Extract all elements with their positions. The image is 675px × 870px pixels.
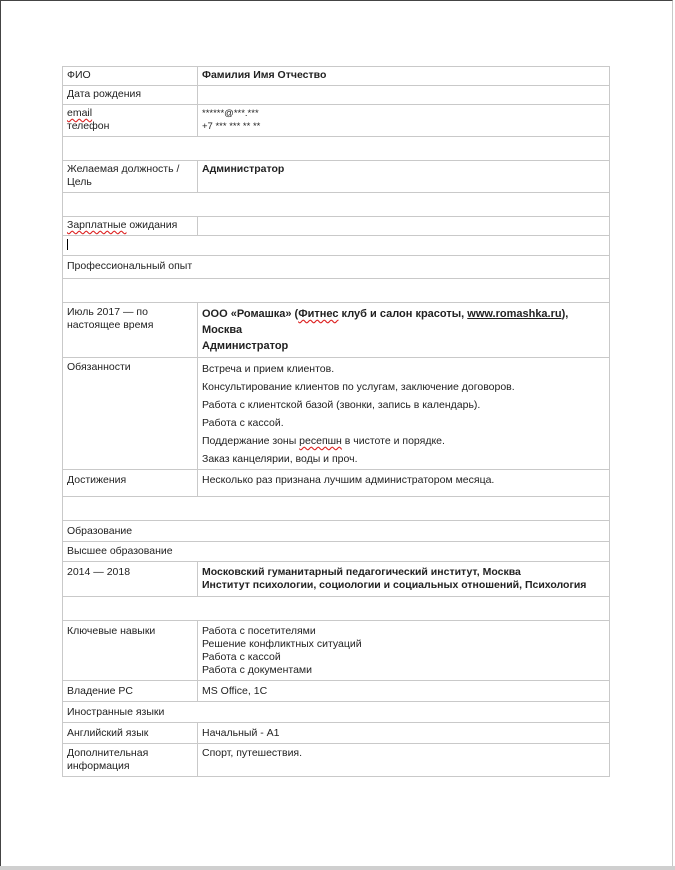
row-birth: [63, 86, 610, 105]
pc-value: MS Office, 1C: [198, 681, 610, 702]
achievements-label: Достижения: [63, 470, 198, 497]
education-heading: Образование: [63, 521, 610, 542]
row-education-heading: [63, 521, 610, 542]
skills-list: [198, 621, 610, 681]
education-faculty: Институт психологии, социологии и социальных отношений, Психология: [202, 579, 587, 591]
company-desc: клуб и салон красоты,: [338, 308, 468, 320]
duty-item: Заказ канцелярии, воды и проч.: [202, 453, 358, 465]
extra-value: Спорт, путешествия.: [198, 744, 610, 777]
row-languages-heading: [63, 702, 610, 723]
extra-label: Дополнительная информация: [63, 744, 198, 777]
salary-label-rest: ожидания: [126, 219, 178, 231]
spacer-row: [63, 137, 610, 161]
contacts-labels: [63, 105, 198, 137]
pc-label: Владение PC: [63, 681, 198, 702]
row-duties: [63, 358, 610, 470]
spacer-row: [63, 597, 610, 621]
email-value[interactable]: ******@***.***: [202, 108, 259, 119]
text-cursor: [67, 239, 68, 250]
duty5-start: Поддержание зоны: [202, 435, 300, 447]
company-city: ), Москва: [202, 308, 569, 336]
fio-value[interactable]: Фамилия Имя Отчество: [198, 67, 610, 86]
row-education-level: [63, 542, 610, 562]
row-salary: [63, 217, 610, 236]
row-fio: [63, 67, 610, 86]
position-value[interactable]: Администратор: [198, 161, 610, 193]
english-label: Английский язык: [63, 723, 198, 744]
text-cursor-cell[interactable]: [63, 236, 610, 256]
birth-value[interactable]: [198, 86, 610, 105]
duties-label: Обязанности: [63, 358, 198, 470]
row-skills: [63, 621, 610, 681]
duty-item: Работа с клиентской базой (звонки, запись в календарь).: [202, 399, 481, 411]
email-label: email: [67, 107, 93, 119]
company-link[interactable]: www.romashka.ru: [467, 308, 562, 320]
row-english: [63, 723, 610, 744]
row-extra: [63, 744, 610, 777]
birth-label: Дата рождения: [63, 86, 198, 105]
education-institution: Московский гуманитарный педагогический институт, Москва: [202, 566, 521, 578]
fio-label: ФИО: [63, 67, 198, 86]
row-job: [63, 303, 610, 358]
row-position: [63, 161, 610, 193]
education-level: Высшее образование: [63, 542, 610, 562]
company-word-fitness: Фитнес: [298, 308, 339, 320]
spacer-row: [63, 193, 610, 217]
job-role: Администратор: [202, 340, 289, 352]
achievements-value: Несколько раз признана лучшим администратором месяца.: [198, 470, 610, 497]
spacer-row: [63, 497, 610, 521]
duty5-tail: в чистоте и порядке.: [341, 435, 445, 447]
experience-heading: Професcиональный опыт: [63, 256, 610, 279]
job-period: Июль 2017 — по настоящее время: [63, 303, 198, 358]
languages-heading: Иностранные языки: [63, 702, 610, 723]
education-details: [198, 562, 610, 597]
row-education: [63, 562, 610, 597]
duty-item: Встреча и прием клиентов.: [202, 363, 335, 375]
salary-value[interactable]: [198, 217, 610, 236]
skill-item: Работа с документами: [202, 664, 313, 676]
skill-item: Решение конфликтных ситуаций: [202, 638, 362, 650]
contacts-values[interactable]: [198, 105, 610, 137]
row-contacts: [63, 105, 610, 137]
position-label: Желаемая должность / Цель: [63, 161, 198, 193]
duty-item: Работа с кассой.: [202, 417, 284, 429]
duty-item: Консультирование клиентов по услугам, заключение договоров.: [202, 381, 515, 393]
skill-item: Работа с кассой: [202, 651, 281, 663]
row-achievements: [63, 470, 610, 497]
education-period: 2014 — 2018: [63, 562, 198, 597]
row-experience-heading: [63, 256, 610, 279]
job-company: [198, 303, 610, 358]
salary-label: [63, 217, 198, 236]
row-cursor: [63, 236, 610, 256]
skills-label: Ключевые навыки: [63, 621, 198, 681]
row-pc: [63, 681, 610, 702]
phone-label: телефон: [67, 120, 110, 132]
duty5-word: ресепшн: [299, 435, 342, 447]
duty-item: [202, 435, 605, 448]
spacer-row: [63, 279, 610, 303]
phone-value[interactable]: +7 *** *** ** **: [202, 121, 261, 132]
resume-table: [62, 66, 610, 777]
english-value: Начальный - А1: [198, 723, 610, 744]
duties-list: [198, 358, 610, 470]
page-shadow: [0, 866, 675, 870]
skill-item: Работа с посетителями: [202, 625, 316, 637]
salary-label-word: Зарплатные: [67, 219, 127, 231]
company-name: ООО «Ромашка» (: [202, 308, 299, 320]
